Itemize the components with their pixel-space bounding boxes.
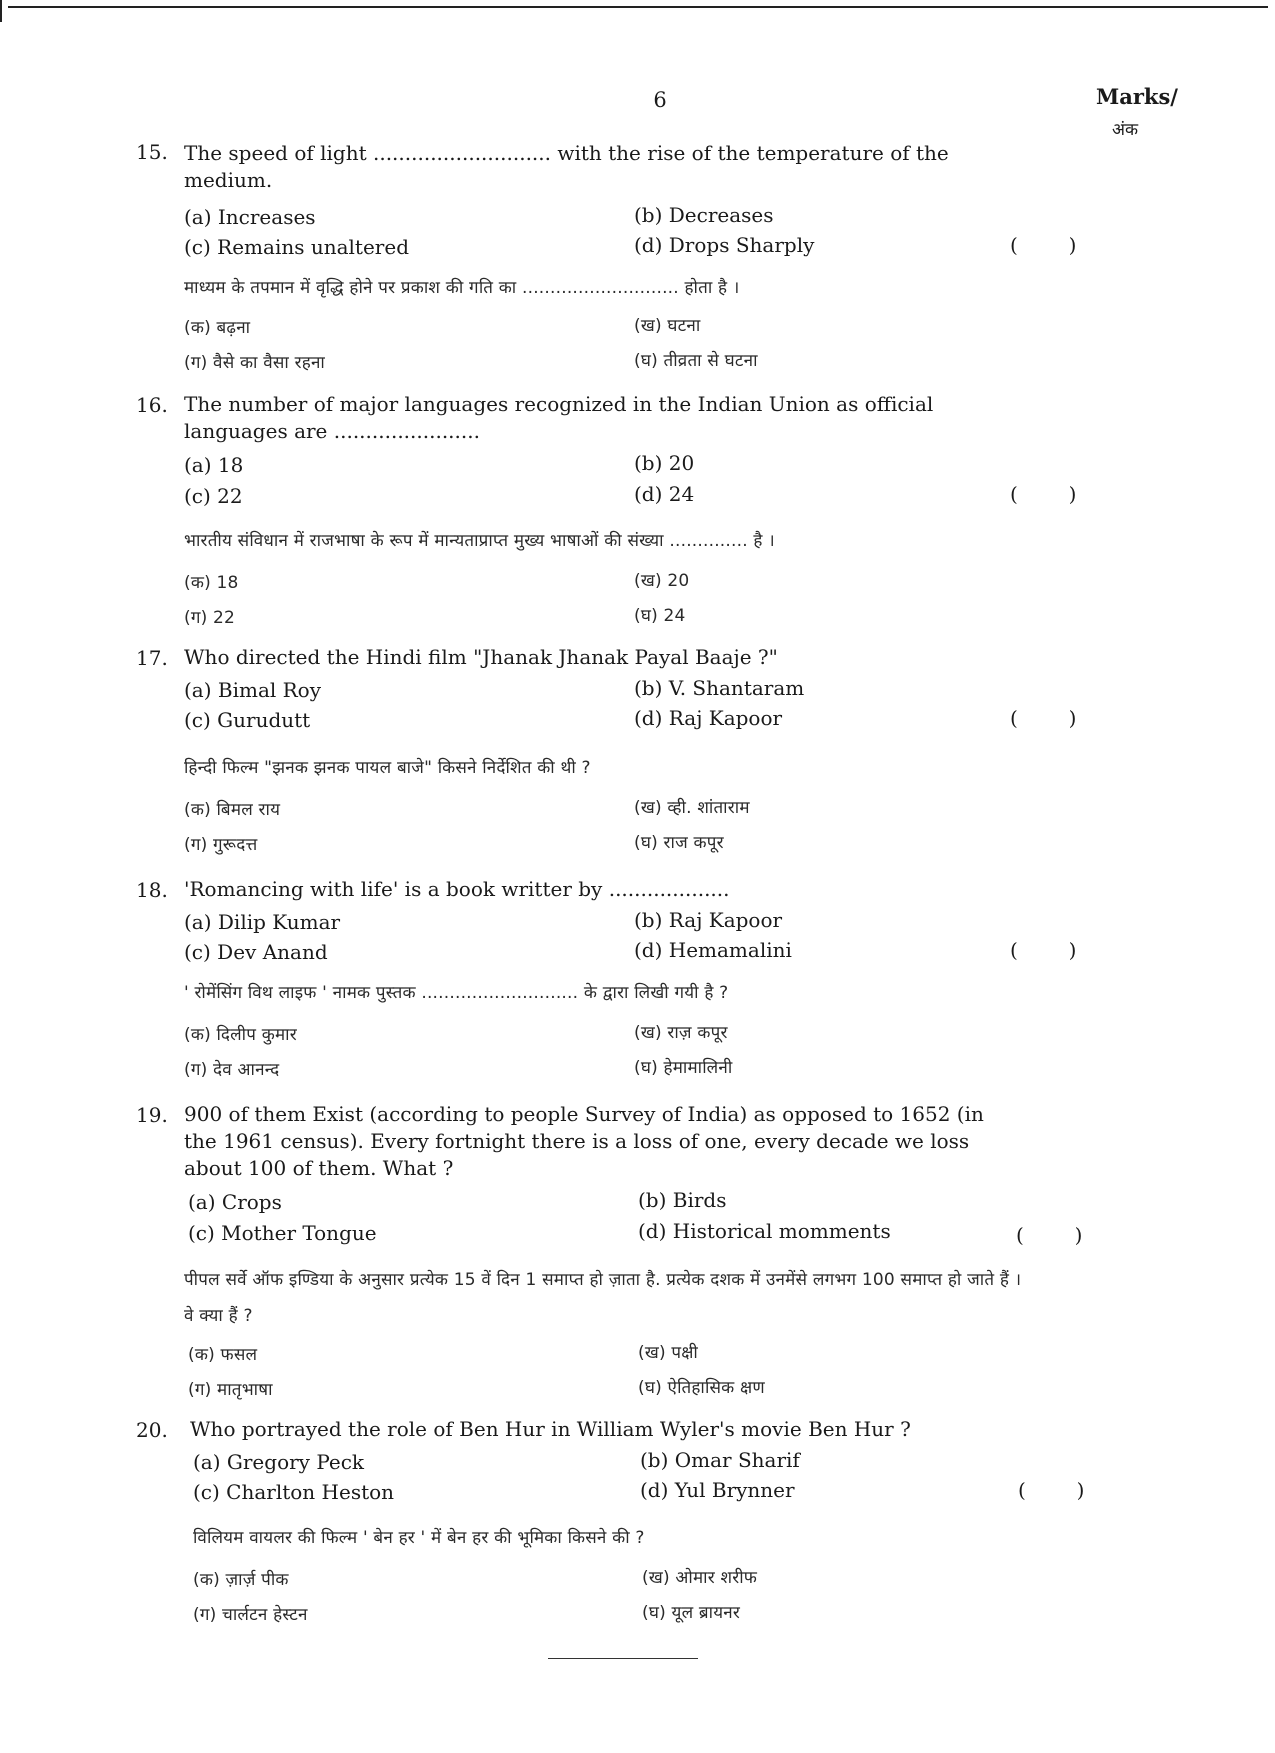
option-a: (a) Increases	[184, 205, 316, 229]
question-number: 19.	[136, 1103, 168, 1127]
option-b: (b) Omar Sharif	[640, 1448, 800, 1472]
question-text: 900 of them Exist (according to people Survey of India) as opposed to 1652 (in the 1961 census). Every fortnight there is a loss of one, every decade we loss about 100 of them. What ?	[184, 1102, 984, 1180]
answer-bracket[interactable]: ( )	[1016, 1223, 1083, 1247]
hindi-option-gha: (घ) ऐतिहासिक क्षण	[638, 1378, 765, 1398]
option-b: (b) Decreases	[634, 203, 774, 227]
option-b: (b) Raj Kapoor	[634, 908, 783, 932]
option-a: (a) Bimal Roy	[184, 678, 322, 702]
option-d: (d) Drops Sharply	[634, 233, 815, 257]
option-c: (c) Remains unaltered	[184, 235, 409, 259]
hindi-option-ga: (ग) मातृभाषा	[188, 1380, 273, 1400]
hindi-question-text: हिन्दी फिल्म "झनक झनक पायल बाजे" किसने निर्देशित की थी ?	[184, 758, 591, 778]
option-c: (c) Dev Anand	[184, 940, 328, 964]
hindi-option-kha: (ख) घटना	[634, 316, 701, 336]
option-c: (c) Gurudutt	[184, 708, 311, 732]
answer-bracket[interactable]: ( )	[1018, 1478, 1085, 1502]
header-rule	[8, 6, 1268, 8]
question-number: 15.	[136, 140, 168, 164]
option-d: (d) Historical momments	[638, 1219, 891, 1243]
hindi-option-ka: (क) बिमल राय	[184, 800, 281, 820]
answer-bracket[interactable]: ( )	[1010, 233, 1077, 257]
answer-bracket[interactable]: ( )	[1010, 482, 1077, 506]
answer-bracket[interactable]: ( )	[1010, 938, 1077, 962]
hindi-option-kha: (ख) राज़ कपूर	[634, 1023, 728, 1043]
option-d: (d) Raj Kapoor	[634, 706, 783, 730]
hindi-option-ga: (ग) चार्लटन हेस्टन	[193, 1605, 308, 1625]
hindi-option-ka: (क) 18	[184, 573, 239, 593]
question-text: Who directed the Hindi film "Jhanak Jhanak Payal Baaje ?"	[184, 645, 778, 669]
question-number: 16.	[136, 393, 168, 417]
hindi-option-gha: (घ) यूल ब्रायनर	[642, 1603, 741, 1623]
hindi-option-ga: (ग) देव आनन्द	[184, 1060, 280, 1080]
question-text: The number of major languages recognized in the Indian Union as official languages are .......................	[184, 392, 934, 443]
hindi-option-gha: (घ) हेमामालिनी	[634, 1058, 733, 1078]
question-number: 17.	[136, 646, 168, 670]
option-d: (d) Yul Brynner	[640, 1478, 795, 1502]
question-text: Who portrayed the role of Ben Hur in William Wyler's movie Ben Hur ?	[190, 1417, 911, 1441]
hindi-option-gha: (घ) तीव्रता से घटना	[634, 351, 758, 371]
hindi-option-kha: (ख) 20	[634, 571, 690, 591]
option-a: (a) Crops	[188, 1190, 282, 1214]
option-c: (c) Charlton Heston	[193, 1480, 395, 1504]
hindi-question-text: पीपल सर्वे ऑफ इण्डिया के अनुसार प्रत्येक 15 वें दिन 1 समाप्त हो ज़ाता है. प्रत्येक दशक में उनमेंसे लगभग 100 समाप्त हो जाते हैं । वे क्या हैं ?	[184, 1270, 1022, 1326]
hindi-question-text: ' रोमेंसिंग विथ लाइफ ' नामक पुस्तक ............................ के द्वारा लिखी गयी है ?	[184, 983, 729, 1003]
end-rule	[548, 1658, 698, 1659]
option-c: (c) Mother Tongue	[188, 1221, 377, 1245]
option-a: (a) Gregory Peck	[193, 1450, 365, 1474]
option-d: (d) Hemamalini	[634, 938, 792, 962]
hindi-option-ka: (क) दिलीप कुमार	[184, 1025, 297, 1045]
hindi-option-ga: (ग) गुरूदत्त	[184, 835, 258, 855]
answer-bracket[interactable]: ( )	[1010, 706, 1077, 730]
hindi-question-text: माध्यम के तपमान में वृद्धि होने पर प्रकाश की गति का ............................ होता है ।	[184, 278, 740, 298]
option-b: (b) 20	[634, 451, 695, 475]
option-b: (b) Birds	[638, 1188, 727, 1212]
question-number: 18.	[136, 878, 168, 902]
hindi-option-gha: (घ) राज कपूर	[634, 833, 724, 853]
hindi-option-ga: (ग) वैसे का वैसा रहना	[184, 353, 326, 373]
question-number: 20.	[136, 1418, 168, 1442]
question-text: The speed of light ............................ with the rise of the temperature of the medium.	[184, 141, 949, 192]
hindi-option-kha: (ख) ओमार शरीफ	[642, 1568, 758, 1588]
hindi-option-ka: (क) फसल	[188, 1345, 258, 1365]
option-c: (c) 22	[184, 484, 243, 508]
question-text: 'Romancing with life' is a book writter by ...................	[184, 877, 730, 901]
hindi-option-kha: (ख) पक्षी	[638, 1343, 699, 1363]
option-a: (a) Dilip Kumar	[184, 910, 341, 934]
hindi-option-ka: (क) बढ़ना	[184, 318, 251, 338]
hindi-option-ga: (ग) 22	[184, 608, 236, 628]
option-b: (b) V. Shantaram	[634, 676, 805, 700]
page-number: 6	[653, 88, 667, 112]
option-a: (a) 18	[184, 453, 244, 477]
marks-header: Marks/	[1096, 84, 1178, 109]
hindi-question-text: विलियम वायलर की फिल्म ' बेन हर ' में बेन हर की भूमिका किसने की ?	[193, 1528, 645, 1548]
hindi-option-kha: (ख) व्ही. शांताराम	[634, 798, 750, 818]
hindi-question-text: भारतीय संविधान में राजभाषा के रूप में मान्यताप्राप्त मुख्य भाषाओं की संख्या .............. है ।	[184, 531, 775, 551]
hindi-option-gha: (घ) 24	[634, 606, 686, 626]
hindi-option-ka: (क) ज़ार्ज़ पीक	[193, 1570, 289, 1590]
option-d: (d) 24	[634, 482, 695, 506]
marks-header-hindi: अंक	[1112, 120, 1139, 140]
page-edge-mark	[0, 0, 2, 22]
